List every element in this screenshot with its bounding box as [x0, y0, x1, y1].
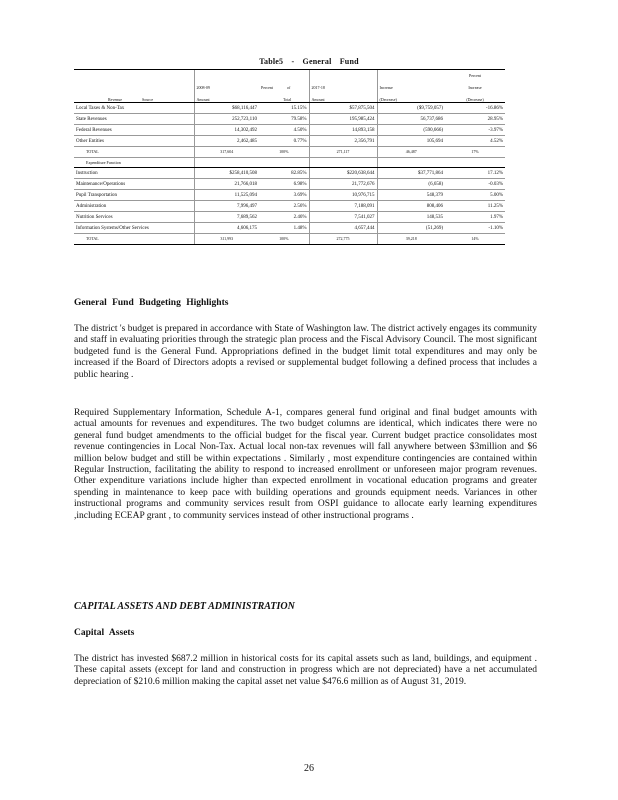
row-prior-amount: $57,875,504 — [309, 103, 377, 114]
total-increase-percent: 14% — [445, 234, 505, 245]
row-increase-percent: 4.52% — [445, 136, 505, 147]
header-revenue: Revenue — [108, 97, 122, 102]
row-increase-percent: 1.97% — [445, 212, 505, 223]
table-row — [74, 201, 505, 212]
row-label: Pupil Transportation — [74, 190, 194, 201]
header-decrease-a: (Decrease) — [377, 90, 445, 103]
capital-assets-subheading: Capital Assets — [74, 628, 135, 638]
row-amount: 21,766,018 — [194, 179, 259, 190]
row-label: Information Systems/Other Services — [74, 223, 194, 234]
table-title-separator: - — [291, 57, 295, 66]
table-header-row-3 — [74, 90, 505, 103]
general-fund-table — [74, 69, 505, 245]
row-amount: 4,606,175 — [194, 223, 259, 234]
revenue-total-row — [74, 147, 505, 158]
row-prior-amount: 4,657,444 — [309, 223, 377, 234]
header-increase-a: Increase — [377, 78, 445, 90]
row-prior-amount: 7,541,027 — [309, 212, 377, 223]
total-increase: 39,218 — [377, 234, 445, 245]
total-prior-amount: 272,775 — [309, 234, 377, 245]
table-row — [74, 179, 505, 190]
row-percent: 6.98% — [259, 179, 309, 190]
table-row — [74, 125, 505, 136]
header-decrease-b: (Decrease) — [445, 90, 505, 103]
table-row — [74, 190, 505, 201]
header-year-prior: 2017-18 — [309, 78, 377, 90]
row-percent: 1.48% — [259, 223, 309, 234]
row-increase: $37,771,864 — [377, 168, 445, 179]
table-row — [74, 114, 505, 125]
row-amount: 14,302,492 — [194, 125, 259, 136]
row-amount: $68,116,447 — [194, 103, 259, 114]
row-increase: 548,379 — [377, 190, 445, 201]
total-label: TOTAL — [74, 234, 194, 245]
row-prior-amount: 195,985,424 — [309, 114, 377, 125]
total-label: TOTAL — [74, 147, 194, 158]
total-increase-percent: 17% — [445, 147, 505, 158]
row-label: Local Taxes & Non-Tax — [74, 103, 194, 114]
row-percent: 2.46% — [259, 212, 309, 223]
row-prior-amount: 10,976,715 — [309, 190, 377, 201]
row-label: Other Entities — [74, 136, 194, 147]
row-amount: 2,462,485 — [194, 136, 259, 147]
table-header-row-2 — [74, 78, 505, 90]
header-amount-a: Amount — [194, 90, 259, 103]
row-percent: 15.15% — [259, 103, 309, 114]
row-increase: 105,694 — [377, 136, 445, 147]
row-increase: (6,658) — [377, 179, 445, 190]
capital-assets-section-heading: CAPITAL ASSETS AND DEBT ADMINISTRATION — [74, 601, 295, 612]
row-increase: ($9,759,057) — [377, 103, 445, 114]
row-increase-percent: 5.00% — [445, 190, 505, 201]
table-row — [74, 168, 505, 179]
row-increase: (51,269) — [377, 223, 445, 234]
header-total: Total — [259, 90, 309, 103]
table-row — [74, 223, 505, 234]
row-prior-amount: $220,638,644 — [309, 168, 377, 179]
row-percent: 4.50% — [259, 125, 309, 136]
row-increase-percent: 11.25% — [445, 201, 505, 212]
row-amount: 7,996,497 — [194, 201, 259, 212]
header-revenue-source — [74, 90, 194, 103]
row-percent: 0.77% — [259, 136, 309, 147]
header-amount-b: Amount — [309, 90, 377, 103]
total-percent: 100% — [259, 234, 309, 245]
total-amount: 311,993 — [194, 234, 259, 245]
row-amount: 11,525,094 — [194, 190, 259, 201]
row-prior-amount: 21,772,676 — [309, 179, 377, 190]
highlights-paragraph-2: Required Supplementary Information, Schedule A-1, compares general fund original and final budget amounts with actual amounts for revenues and expenditures. The two budget columns are identical, which indicates there were no general fund budget amendments to the official budget for the fiscal year. Current budget practice consolidates most revenue contingencies in Local Non-Tax. Actual local non-tax revenues will fall anywhere between $3million and $6 million below budget and still be within expectations . Similarly , most expenditure contingencies are contained within Regular Instruction, facilitating the ability to respond to increased enrollment or unforeseen major program revenues. Other expenditure variations include higher than expected enrollment in vocational education programs and greater spending in maintenance to keep pace with building operations and grounds equipment needs. Variances in other instructional programs and community services result from OSPI guidance to allocate early learning expenditures ,including ECEAP grant , to community services instead of other instructional programs . — [74, 408, 537, 521]
row-increase: 56,737,686 — [377, 114, 445, 125]
total-percent: 100% — [259, 147, 309, 158]
row-increase: 808,406 — [377, 201, 445, 212]
total-amount: 317,604 — [194, 147, 259, 158]
capital-assets-paragraph: The district has invested $687.2 million in historical costs for its capital assets such as land, buildings, and equipment . These capital assets (except for land and construction in progress which are not depreciated) have a net accumulated depreciation of $210.6 million making the capital asset net value $476.6 million as of August 31, 2019. — [74, 654, 537, 687]
table-row — [74, 212, 505, 223]
row-label: Instruction — [74, 168, 194, 179]
row-prior-amount: 7,188,091 — [309, 201, 377, 212]
row-label: State Revenues — [74, 114, 194, 125]
row-percent: 79.58% — [259, 114, 309, 125]
table-title — [0, 57, 618, 66]
header-percent-b: Percent — [261, 85, 273, 90]
page-number: 26 — [304, 763, 314, 774]
header-percent-of — [259, 78, 309, 90]
row-percent: 82.85% — [259, 168, 309, 179]
row-prior-amount: 2,356,791 — [309, 136, 377, 147]
expenditure-heading-row — [74, 158, 505, 168]
row-percent: 3.69% — [259, 190, 309, 201]
row-increase-percent: -0.03% — [445, 179, 505, 190]
row-increase-percent: -1.10% — [445, 223, 505, 234]
row-increase-percent: 28.95% — [445, 114, 505, 125]
table-title-word1: General — [302, 57, 332, 66]
total-increase: 46,487 — [377, 147, 445, 158]
table-row — [74, 103, 505, 114]
row-label: Nutrition Services — [74, 212, 194, 223]
row-increase-percent: 17.12% — [445, 168, 505, 179]
expenditure-heading: Expenditure Function — [74, 158, 194, 168]
row-label: Federal Revenues — [74, 125, 194, 136]
table-title-word2: Fund — [339, 57, 359, 66]
header-source: Source — [142, 97, 154, 102]
header-year-current: 2008-09 — [194, 78, 259, 90]
row-prior-amount: 14,893,158 — [309, 125, 377, 136]
row-increase-percent: -16.86% — [445, 103, 505, 114]
row-amount: $258,410,508 — [194, 168, 259, 179]
row-increase: 148,535 — [377, 212, 445, 223]
row-amount: 7,689,562 — [194, 212, 259, 223]
row-increase-percent: -3.97% — [445, 125, 505, 136]
row-label: Administration — [74, 201, 194, 212]
row-percent: 2.56% — [259, 201, 309, 212]
total-prior-amount: 271,117 — [309, 147, 377, 158]
header-percent-a: Percent — [445, 70, 505, 79]
highlights-paragraph-1: The district 's budget is prepared in accordance with State of Washington law. The district actively engages its community and staff in evaluating priorities through the strategic plan process and the Fiscal Advisory Council. The most significant budgeted fund is the General Fund. Appropriations defined in the budget limit total expenditures and may only be increased if the Board of Directors adopts a revised or supplemental budget following a defined process that includes a public hearing . — [74, 324, 537, 380]
table-header-row-1 — [74, 70, 505, 79]
header-increase-b: Increase — [468, 85, 482, 90]
highlights-heading: General Fund Budgeting Highlights — [74, 298, 229, 308]
expenditure-total-row — [74, 234, 505, 245]
row-label: Maintenance/Operations — [74, 179, 194, 190]
table-row — [74, 136, 505, 147]
table-title-prefix: Table5 — [259, 57, 284, 66]
header-of: of — [287, 85, 291, 90]
row-amount: 252,723,110 — [194, 114, 259, 125]
row-increase: (590,666) — [377, 125, 445, 136]
